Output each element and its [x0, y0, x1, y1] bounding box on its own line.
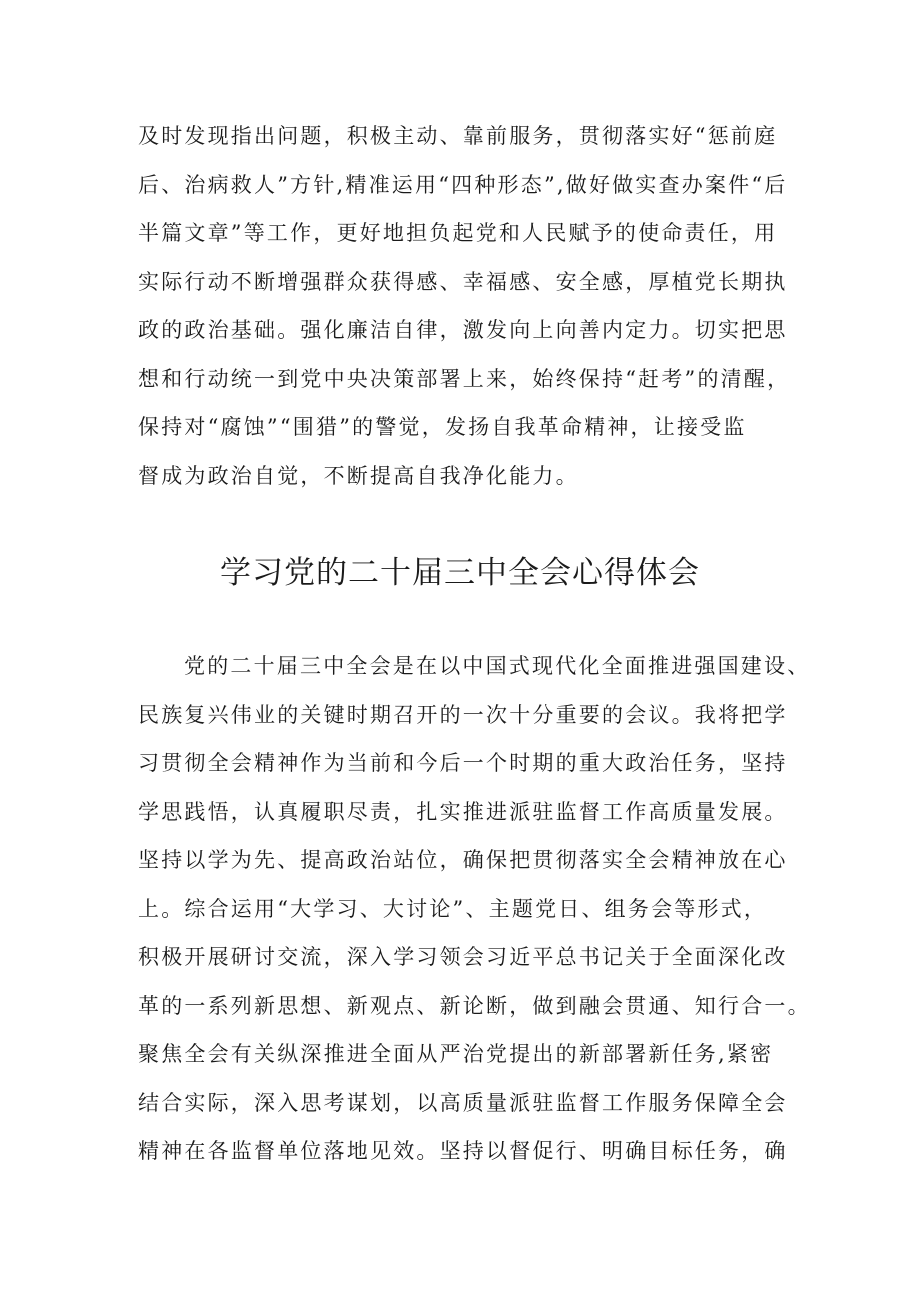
- document-title: 学习党的二十届三中全会心得体会: [220, 555, 700, 591]
- text-line: 保持对“腐蚀”“围猎”的警觉，发扬自我革命精神，让接受监: [138, 415, 747, 439]
- text-line: 实际行动不断增强群众获得感、幸福感、安全感，厚植党长期执: [138, 269, 788, 294]
- text-line: 积极开展研讨交流，深入学习领会习近平总书记关于全面深化改: [138, 945, 788, 969]
- text-line: 政的政治基础。强化廉洁自律，激发向上向善内定力。切实把思: [138, 318, 788, 342]
- text-line: 督成为政治自觉，不断提高自我净化能力。: [138, 463, 579, 488]
- paragraph-body: [138, 642, 811, 1176]
- text-line: 聚焦全会有关纵深推进全面从严治党提出的新部署新任务,紧密: [138, 1042, 774, 1066]
- text-line: 后、治病救人”方针,精准运用“四种形态”,做好做实查办案件“后: [138, 172, 788, 197]
- text-line: 坚持以学为先、提高政治站位，确保把贯彻落实全会精神放在心: [138, 848, 788, 872]
- text-line: 习贯彻全会精神作为当前和今后一个时期的重大政治任务，坚持: [138, 751, 788, 775]
- text-line: 结合实际，深入思考谋划，以高质量派驻监督工作服务保障全会: [138, 1090, 788, 1115]
- text-line: 及时发现指出问题，积极主动、靠前服务，贯彻落实好“惩前庭: [138, 124, 778, 148]
- text-line: 精神在各监督单位落地见效。坚持以督促行、明确目标任务，确: [138, 1139, 788, 1163]
- text-line: 上。综合运用“大学习、大讨论”、主题党日、组务会等形式，: [138, 896, 768, 921]
- text-line: 半篇文章”等工作，更好地担负起党和人民赋予的使命责任，用: [138, 221, 778, 245]
- text-line: 想和行动统一到党中央决策部署上来，始终保持“赶考”的清醒，: [138, 366, 791, 391]
- paragraph-continued: [138, 112, 798, 500]
- text-line: 党的二十届三中全会是在以中国式现代化全面推进强国建设、: [184, 654, 811, 678]
- text-line: 民族复兴伟业的关键时期召开的一次十分重要的会议。我将把学: [138, 702, 788, 727]
- text-line: 学思践悟，认真履职尽责，扎实推进派驻监督工作高质量发展。: [138, 799, 788, 824]
- text-line: 革的一系列新思想、新观点、新论断，做到融会贯通、知行合一。: [138, 993, 811, 1018]
